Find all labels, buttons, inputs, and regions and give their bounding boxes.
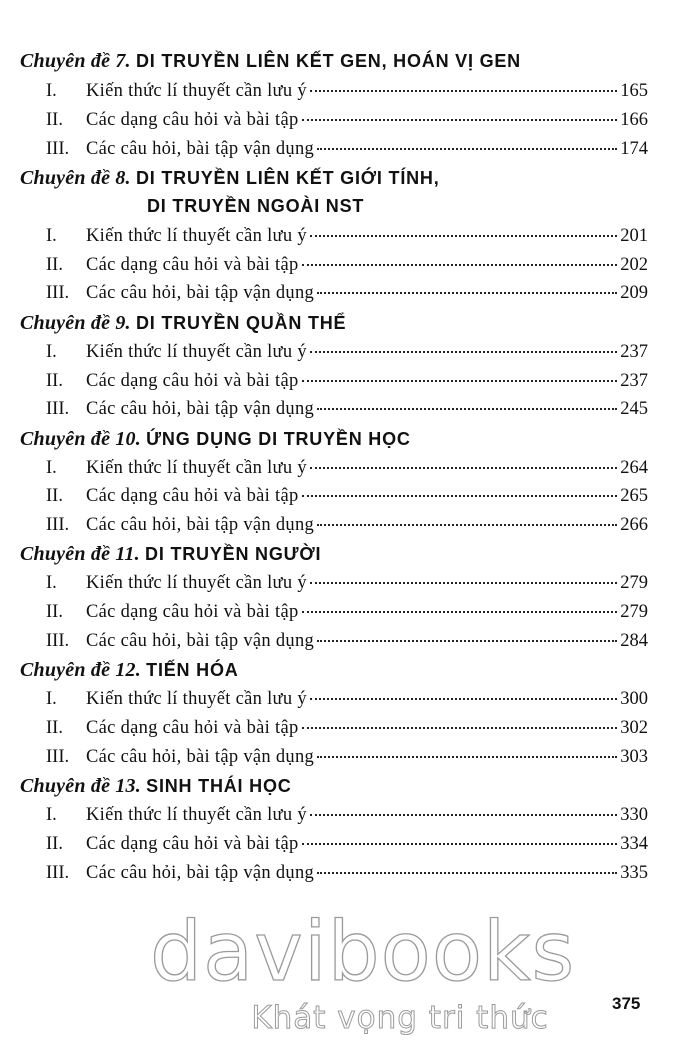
chapter-title: DI TRUYỀN NGƯỜI	[145, 544, 322, 564]
page-number: 375	[612, 994, 641, 1013]
entry-number: III.	[46, 399, 70, 419]
entry-text: Các dạng câu hỏi và bài tập	[86, 834, 299, 854]
entry-number: II.	[46, 110, 63, 130]
entry-text: Kiến thức lí thuyết cần lưu ý	[86, 689, 307, 709]
entry-number: II.	[46, 834, 63, 854]
entry-page: 334	[620, 834, 648, 854]
entry-number: III.	[46, 863, 70, 883]
entry-page: 166	[620, 110, 648, 130]
entry-number: II.	[46, 255, 63, 275]
toc-entry[interactable]	[46, 834, 648, 858]
entry-text: Các câu hỏi, bài tập vận dụng	[86, 863, 315, 883]
chapter-label: Chuyên đề 9.	[20, 312, 131, 334]
entry-page: 209	[620, 283, 648, 303]
chapter-label: Chuyên đề 8.	[20, 167, 131, 189]
chapter-heading	[20, 659, 660, 682]
entry-page: 303	[620, 747, 648, 767]
chapter-label: Chuyên đề 12.	[20, 659, 141, 681]
entry-text: Các dạng câu hỏi và bài tập	[86, 371, 299, 391]
entry-page: 279	[620, 573, 648, 593]
dot-leader	[302, 264, 618, 266]
entry-number: I.	[46, 81, 57, 101]
dot-leader	[302, 611, 618, 613]
entry-page: 237	[620, 342, 648, 362]
dot-leader	[310, 467, 617, 469]
dot-leader	[302, 380, 618, 382]
entry-text: Các câu hỏi, bài tập vận dụng	[86, 631, 315, 651]
chapter-label: Chuyên đề 11.	[20, 543, 140, 565]
entry-text: Các câu hỏi, bài tập vận dụng	[86, 747, 315, 767]
dot-leader	[310, 351, 617, 353]
entry-text: Các câu hỏi, bài tập vận dụng	[86, 399, 315, 419]
dot-leader	[317, 292, 617, 294]
chapter-label: Chuyên đề 7.	[20, 50, 131, 72]
entry-number: II.	[46, 371, 63, 391]
entry-text: Kiến thức lí thuyết cần lưu ý	[86, 342, 307, 362]
entry-page: 279	[620, 602, 648, 622]
entry-page: 302	[620, 718, 648, 738]
chapter-heading	[20, 167, 660, 190]
toc-entry[interactable]	[46, 283, 648, 307]
entry-page: 174	[620, 139, 648, 159]
dot-leader	[317, 524, 617, 526]
watermark-brand: davibooks	[150, 905, 576, 1000]
dot-leader	[317, 148, 617, 150]
toc-entry[interactable]	[46, 747, 648, 771]
toc-entry[interactable]	[46, 689, 648, 713]
dot-leader	[310, 90, 617, 92]
entry-page: 266	[620, 515, 648, 535]
chapter-title-continued: DI TRUYỀN NGOÀI NST	[147, 196, 365, 216]
entry-page: 245	[620, 399, 648, 419]
toc-entry[interactable]	[46, 226, 648, 250]
entry-number: I.	[46, 458, 57, 478]
dot-leader	[317, 640, 617, 642]
chapter-title: TIẾN HÓA	[146, 660, 239, 680]
entry-page: 201	[620, 226, 648, 246]
toc-entry[interactable]	[46, 631, 648, 655]
entry-text: Kiến thức lí thuyết cần lưu ý	[86, 573, 307, 593]
dot-leader	[302, 727, 618, 729]
entry-number: III.	[46, 139, 70, 159]
entry-text: Kiến thức lí thuyết cần lưu ý	[86, 805, 307, 825]
entry-number: III.	[46, 747, 70, 767]
toc-entry[interactable]	[46, 602, 648, 626]
dot-leader	[310, 582, 617, 584]
dot-leader	[310, 698, 617, 700]
entry-text: Các dạng câu hỏi và bài tập	[86, 718, 299, 738]
entry-page: 330	[620, 805, 648, 825]
chapter-title: DI TRUYỀN LIÊN KẾT GIỚI TÍNH,	[135, 168, 440, 188]
chapter-heading	[20, 50, 660, 73]
entry-text: Các dạng câu hỏi và bài tập	[86, 255, 299, 275]
entry-text: Các câu hỏi, bài tập vận dụng	[86, 515, 315, 535]
dot-leader	[317, 408, 617, 410]
entry-number: III.	[46, 283, 70, 303]
dot-leader	[310, 814, 617, 816]
entry-page: 264	[620, 458, 648, 478]
toc-entry[interactable]	[46, 139, 648, 163]
chapter-title: DI TRUYỀN LIÊN KẾT GEN, HOÁN VỊ GEN	[135, 51, 521, 71]
toc-entry[interactable]	[46, 371, 648, 395]
dot-leader	[317, 872, 617, 874]
chapter-title: SINH THÁI HỌC	[146, 776, 292, 796]
entry-number: III.	[46, 631, 70, 651]
entry-page: 237	[620, 371, 648, 391]
entry-text: Các dạng câu hỏi và bài tập	[86, 486, 299, 506]
entry-text: Các dạng câu hỏi và bài tập	[86, 602, 299, 622]
entry-text: Kiến thức lí thuyết cần lưu ý	[86, 226, 307, 246]
entry-page: 202	[620, 255, 648, 275]
entry-text: Các dạng câu hỏi và bài tập	[86, 110, 299, 130]
entry-page: 165	[620, 81, 648, 101]
toc-entry[interactable]	[46, 805, 648, 829]
entry-text: Kiến thức lí thuyết cần lưu ý	[86, 458, 307, 478]
toc-entry[interactable]	[46, 110, 648, 134]
entry-page: 300	[620, 689, 648, 709]
toc-entry[interactable]	[46, 573, 648, 597]
dot-leader	[302, 495, 618, 497]
chapter-title: ỨNG DỤNG DI TRUYỀN HỌC	[146, 429, 411, 449]
entry-text: Các câu hỏi, bài tập vận dụng	[86, 139, 315, 159]
entry-number: I.	[46, 805, 57, 825]
dot-leader	[302, 843, 618, 845]
chapter-heading	[20, 312, 660, 335]
entry-page: 335	[620, 863, 648, 883]
chapter-heading	[20, 775, 660, 798]
toc-entry[interactable]	[46, 863, 648, 887]
entry-number: I.	[46, 226, 57, 246]
chapter-label: Chuyên đề 13.	[20, 775, 141, 797]
watermark-slogan: Khát vọng tri thức	[251, 1000, 549, 1036]
toc-entry[interactable]	[46, 81, 648, 105]
dot-leader	[302, 119, 618, 121]
chapter-heading	[20, 543, 660, 566]
toc-entry[interactable]	[46, 486, 648, 510]
entry-number: I.	[46, 342, 57, 362]
entry-number: II.	[46, 486, 63, 506]
entry-number: I.	[46, 573, 57, 593]
toc-entry[interactable]	[46, 718, 648, 742]
entry-number: I.	[46, 689, 57, 709]
toc-entry[interactable]	[46, 399, 648, 423]
entry-text: Kiến thức lí thuyết cần lưu ý	[86, 81, 307, 101]
toc-entry[interactable]	[46, 342, 648, 366]
dot-leader	[317, 756, 617, 758]
entry-text: Các câu hỏi, bài tập vận dụng	[86, 283, 315, 303]
entry-number: II.	[46, 602, 63, 622]
dot-leader	[310, 235, 617, 237]
entry-number: III.	[46, 515, 70, 535]
chapter-heading	[20, 428, 660, 451]
chapter-title: DI TRUYỀN QUẦN THỂ	[135, 313, 347, 333]
toc-entry[interactable]	[46, 515, 648, 539]
chapter-label: Chuyên đề 10.	[20, 428, 141, 450]
toc-entry[interactable]	[46, 458, 648, 482]
toc-entry[interactable]	[46, 255, 648, 279]
entry-page: 265	[620, 486, 648, 506]
entry-page: 284	[620, 631, 648, 651]
entry-number: II.	[46, 718, 63, 738]
